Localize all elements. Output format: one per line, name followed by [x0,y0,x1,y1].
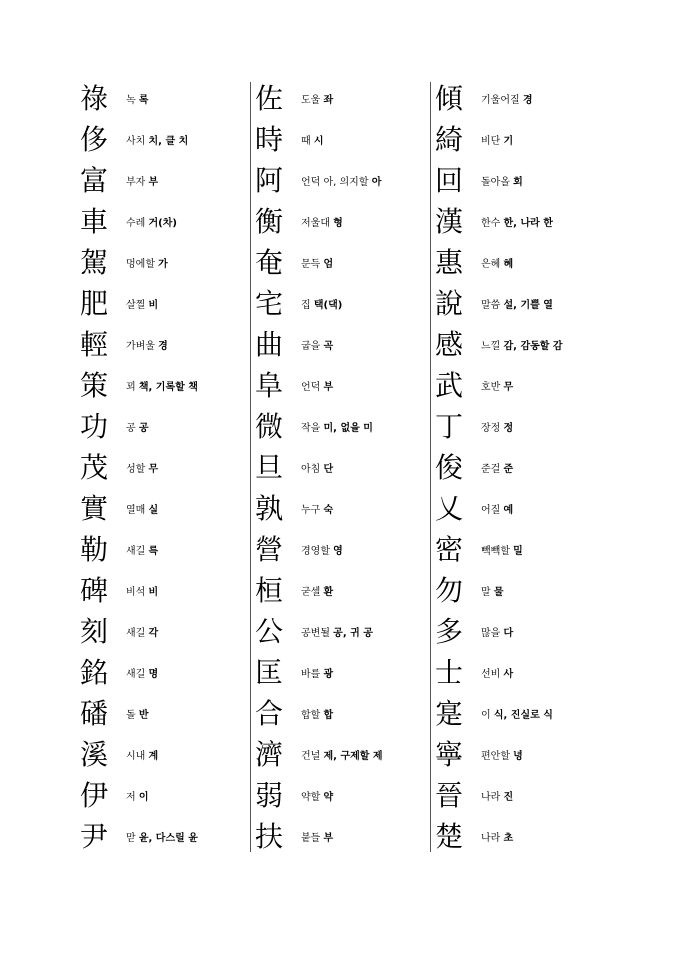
hanja-gloss [301,419,373,434]
hanja-entry [255,406,435,447]
hanja-sound: 부 [323,833,334,844]
hanja-gloss [126,542,158,557]
hanja-entry [435,160,615,201]
hanja-entry [435,529,615,570]
hanja-meaning: 합할 [301,710,324,721]
hanja-character: 綺 [435,123,464,156]
hanja-gloss [481,378,513,393]
hanja-gloss [301,378,333,393]
hanja-meaning: 열매 [126,505,149,516]
hanja-gloss [481,665,513,680]
hanja-entry [255,160,435,201]
hanja-gloss [301,255,333,270]
hanja-character: 乂 [435,492,464,525]
hanja-gloss [301,583,333,598]
hanja-gloss [126,173,158,188]
hanja-character: 俊 [435,451,464,484]
hanja-sound: 시 [313,136,324,147]
hanja-character: 奄 [255,246,284,279]
hanja-gloss [481,419,513,434]
hanja-entry [80,734,260,775]
hanja-meaning: 사치 [126,136,149,147]
hanja-entry [80,570,260,611]
hanja-entry [80,242,260,283]
hanja-entry [255,324,435,365]
hanja-meaning: 경영할 [301,546,334,557]
hanja-character: 桓 [255,574,284,607]
hanja-meaning: 문득 [301,259,324,270]
hanja-meaning: 굽을 [301,341,324,352]
hanja-meaning: 이 [481,710,494,721]
hanja-character: 晉 [435,779,464,812]
hanja-entry [80,652,260,693]
hanja-sound: 윤, 다스릴 윤 [138,833,198,844]
hanja-gloss [301,747,383,762]
hanja-entry [435,324,615,365]
hanja-sound: 숙 [323,505,334,516]
hanja-character: 公 [255,615,284,648]
hanja-gloss [481,501,513,516]
hanja-gloss [481,132,513,147]
hanja-sound: 택(댁) [313,300,343,311]
hanja-character: 伊 [80,779,109,812]
hanja-sound: 다 [503,628,514,639]
hanja-character: 時 [255,123,284,156]
hanja-sound: 치, 클 치 [148,136,189,147]
hanja-gloss [301,91,333,106]
hanja-entry [255,78,435,119]
hanja-entry [255,693,435,734]
hanja-sound: 록 [138,95,149,106]
hanja-sound: 진 [503,792,514,803]
hanja-gloss [301,788,333,803]
hanja-sound: 무 [148,464,159,475]
hanja-character: 回 [435,164,464,197]
hanja-character: 尹 [80,820,109,853]
column-1 [80,78,260,857]
hanja-gloss [301,542,343,557]
hanja-meaning: 맏 [126,833,139,844]
hanja-meaning: 공 [126,423,139,434]
hanja-meaning: 편안할 [481,751,514,762]
hanja-gloss [301,624,373,639]
hanja-gloss [481,255,513,270]
hanja-character: 阜 [255,369,284,402]
hanja-character: 營 [255,533,284,566]
hanja-sound: 명 [148,669,159,680]
hanja-meaning: 도울 [301,95,324,106]
hanja-meaning: 돌 [126,710,139,721]
hanja-gloss [301,214,343,229]
hanja-meaning: 수레 [126,218,149,229]
hanja-sound: 각 [148,628,159,639]
hanja-sound: 비 [148,587,159,598]
hanja-entry [435,201,615,242]
hanja-entry [435,242,615,283]
hanja-meaning: 부자 [126,177,149,188]
hanja-character: 衡 [255,205,284,238]
hanja-meaning: 붙들 [301,833,324,844]
hanja-sound: 미, 없을 미 [323,423,373,434]
hanja-sound: 경 [158,341,168,352]
hanja-entry [80,693,260,734]
hanja-gloss [301,132,324,147]
hanja-meaning: 기울어질 [481,95,523,106]
hanja-character: 策 [80,369,109,402]
hanja-character: 感 [435,328,464,361]
hanja-meaning: 꾀 [126,382,139,393]
hanja-sound: 이 [138,792,149,803]
hanja-character: 曲 [255,328,284,361]
hanja-meaning: 저 [126,792,139,803]
hanja-gloss [481,583,504,598]
hanja-sound: 무 [503,382,514,393]
hanja-character: 旦 [255,451,284,484]
hanja-character: 扶 [255,820,284,853]
hanja-gloss [301,501,333,516]
hanja-entry [80,816,260,857]
hanja-entry [255,734,435,775]
hanja-entry [435,775,615,816]
hanja-meaning: 느낄 [481,341,504,352]
hanja-gloss [126,583,158,598]
hanja-entry [435,365,615,406]
hanja-meaning: 언덕 [301,382,324,393]
hanja-gloss [301,173,381,188]
hanja-character: 合 [255,697,284,730]
hanja-character: 說 [435,287,464,320]
hanja-entry [435,78,615,119]
hanja-sound: 부 [148,177,159,188]
hanja-meaning: 어질 [481,505,504,516]
hanja-entry [80,160,260,201]
hanja-meaning: 많을 [481,628,504,639]
hanja-meaning: 은혜 [481,259,504,270]
hanja-sound: 공, 귀 공 [333,628,373,639]
hanja-meaning: 새길 [126,669,149,680]
hanja-entry [80,324,260,365]
hanja-entry [255,488,435,529]
hanja-meaning: 시내 [126,751,149,762]
column-3 [435,78,615,857]
hanja-entry [255,242,435,283]
hanja-sound: 기 [503,136,514,147]
hanja-gloss [481,296,553,311]
hanja-entry [435,570,615,611]
hanja-character: 孰 [255,492,284,525]
hanja-character: 實 [80,492,109,525]
hanja-meaning: 작을 [301,423,324,434]
hanja-meaning: 아침 [301,464,324,475]
hanja-sound: 단 [323,464,334,475]
hanja-entry [80,406,260,447]
hanja-entry [80,365,260,406]
hanja-character: 微 [255,410,284,443]
hanja-gloss [126,132,188,147]
hanja-sound: 밀 [513,546,523,557]
hanja-entry [435,283,615,324]
hanja-character: 寧 [435,738,464,771]
hanja-sound: 초 [503,833,514,844]
hanja-meaning: 준걸 [481,464,504,475]
hanja-meaning: 약할 [301,792,324,803]
hanja-character: 匡 [255,656,284,689]
hanja-entry [80,119,260,160]
hanja-meaning: 호반 [481,382,504,393]
hanja-sound: 아 [371,177,382,188]
hanja-sound: 환 [323,587,334,598]
hanja-entry [80,488,260,529]
hanja-character: 寔 [435,697,464,730]
hanja-meaning: 녹 [126,95,139,106]
hanja-sound: 비 [148,300,159,311]
hanja-sound: 사 [503,669,514,680]
hanja-meaning: 말씀 [481,300,504,311]
hanja-entry [435,816,615,857]
hanja-gloss [481,542,523,557]
hanja-gloss [301,706,333,721]
hanja-character: 宅 [255,287,284,320]
hanja-entry [255,119,435,160]
hanja-entry [255,201,435,242]
hanja-sound: 가 [158,259,168,270]
hanja-entry [80,283,260,324]
hanja-character: 茂 [80,451,109,484]
hanja-sound: 륵 [148,546,159,557]
hanja-entry [255,570,435,611]
hanja-entry [80,78,260,119]
hanja-gloss [481,747,523,762]
hanja-entry [255,529,435,570]
hanja-sound: 좌 [323,95,334,106]
hanja-entry [80,775,260,816]
hanja-sound: 실 [148,505,159,516]
hanja-character: 丁 [435,410,464,443]
hanja-meaning: 나라 [481,792,504,803]
hanja-character: 阿 [255,164,284,197]
hanja-gloss [126,788,149,803]
hanja-gloss [301,665,333,680]
hanja-entry [435,734,615,775]
hanja-sound: 혜 [503,259,514,270]
hanja-sound: 합 [323,710,334,721]
hanja-meaning: 말 [481,587,494,598]
hanja-gloss [126,501,158,516]
hanja-gloss [301,296,342,311]
hanja-sound: 감, 감동할 감 [503,341,563,352]
hanja-gloss [481,706,553,721]
hanja-gloss [481,624,513,639]
hanja-gloss [481,788,513,803]
hanja-entry [255,775,435,816]
hanja-meaning: 가벼울 [126,341,159,352]
hanja-entry [435,488,615,529]
hanja-gloss [126,624,158,639]
hanja-meaning: 나라 [481,833,504,844]
hanja-character: 肥 [80,287,109,320]
hanja-meaning: 한수 [481,218,504,229]
hanja-entry [80,529,260,570]
hanja-gloss [126,829,198,844]
hanja-sound: 형 [333,218,343,229]
hanja-sound: 엄 [323,259,334,270]
hanja-entry [80,201,260,242]
hanja-meaning: 언덕 아, 의지할 [301,177,372,188]
hanja-sound: 준 [503,464,514,475]
hanja-character: 溪 [80,738,109,771]
hanja-sound: 설, 기쁠 열 [503,300,553,311]
hanja-sound: 물 [493,587,504,598]
hanja-sound: 정 [503,423,514,434]
hanja-meaning: 새길 [126,628,149,639]
hanja-character: 漢 [435,205,464,238]
hanja-meaning: 굳셀 [301,587,324,598]
hanja-sound: 공 [138,423,149,434]
hanja-sound: 책, 기록할 책 [138,382,198,393]
hanja-meaning: 선비 [481,669,504,680]
hanja-meaning: 비단 [481,136,504,147]
hanja-meaning: 장정 [481,423,504,434]
hanja-character: 侈 [80,123,109,156]
hanja-entry [435,611,615,652]
hanja-meaning: 누구 [301,505,324,516]
hanja-meaning: 공변될 [301,628,334,639]
hanja-character: 武 [435,369,464,402]
hanja-entry [80,447,260,488]
hanja-sound: 계 [148,751,159,762]
hanja-meaning: 집 [301,300,314,311]
hanja-gloss [301,460,333,475]
hanja-gloss [481,91,533,106]
hanja-meaning: 살찔 [126,300,149,311]
hanja-gloss [126,665,158,680]
hanja-meaning: 건널 [301,751,324,762]
hanja-gloss [126,378,198,393]
hanja-entry [255,611,435,652]
hanja-entry [80,611,260,652]
hanja-gloss [301,337,333,352]
hanja-sound: 경 [522,95,533,106]
hanja-gloss [481,173,523,188]
hanja-entry [255,816,435,857]
hanja-character: 傾 [435,82,464,115]
hanja-character: 碑 [80,574,109,607]
hanja-meaning: 비석 [126,587,149,598]
hanja-gloss [126,747,158,762]
hanja-sound: 예 [503,505,514,516]
hanja-gloss [481,829,513,844]
hanja-character: 刻 [80,615,109,648]
hanja-sound: 식, 진실로 식 [493,710,553,721]
hanja-character: 磻 [80,697,109,730]
hanja-meaning: 돌아올 [481,177,514,188]
hanja-character: 祿 [80,82,109,115]
hanja-sound: 부 [323,382,334,393]
hanja-meaning: 멍에할 [126,259,159,270]
hanja-character: 弱 [255,779,284,812]
hanja-meaning: 빽빽할 [481,546,514,557]
hanja-gloss [126,706,149,721]
hanja-meaning: 저울대 [301,218,334,229]
hanja-gloss [126,337,168,352]
hanja-gloss [126,214,177,229]
hanja-character: 車 [80,205,109,238]
hanja-sound: 약 [323,792,334,803]
hanja-character: 密 [435,533,464,566]
hanja-gloss [301,829,333,844]
hanja-meaning: 바를 [301,669,324,680]
column-2 [255,78,435,857]
hanja-entry [255,283,435,324]
hanja-gloss [126,255,168,270]
hanja-character: 勿 [435,574,464,607]
hanja-character: 士 [435,656,464,689]
hanja-gloss [126,460,158,475]
hanja-gloss [481,214,553,229]
hanja-sound: 반 [138,710,149,721]
hanja-entry [435,406,615,447]
hanja-entry [255,365,435,406]
hanja-meaning: 때 [301,136,314,147]
hanja-character: 濟 [255,738,284,771]
hanja-entry [435,652,615,693]
hanja-sound: 한, 나라 한 [503,218,553,229]
hanja-sound: 영 [333,546,343,557]
hanja-entry [435,693,615,734]
hanja-gloss [126,419,149,434]
hanja-gloss [481,460,513,475]
hanja-character: 惠 [435,246,464,279]
hanja-meaning: 새길 [126,546,149,557]
hanja-character: 多 [435,615,464,648]
hanja-gloss [481,337,563,352]
hanja-character: 佐 [255,82,284,115]
hanja-entry [435,119,615,160]
hanja-entry [255,652,435,693]
hanja-character: 功 [80,410,109,443]
hanja-entry [435,447,615,488]
hanja-sound: 거(차) [148,218,177,229]
hanja-character: 銘 [80,656,109,689]
hanja-gloss [126,296,158,311]
hanja-character: 勒 [80,533,109,566]
hanja-character: 輕 [80,328,109,361]
hanja-entry [255,447,435,488]
hanja-character: 駕 [80,246,109,279]
hanja-meaning: 성할 [126,464,149,475]
hanja-sound: 녕 [513,751,523,762]
hanja-sound: 광 [323,669,334,680]
hanja-gloss [126,91,149,106]
hanja-sound: 회 [513,177,523,188]
hanja-sound: 곡 [323,341,334,352]
hanja-character: 富 [80,164,109,197]
hanja-character: 楚 [435,820,464,853]
hanja-sound: 제, 구제할 제 [323,751,383,762]
